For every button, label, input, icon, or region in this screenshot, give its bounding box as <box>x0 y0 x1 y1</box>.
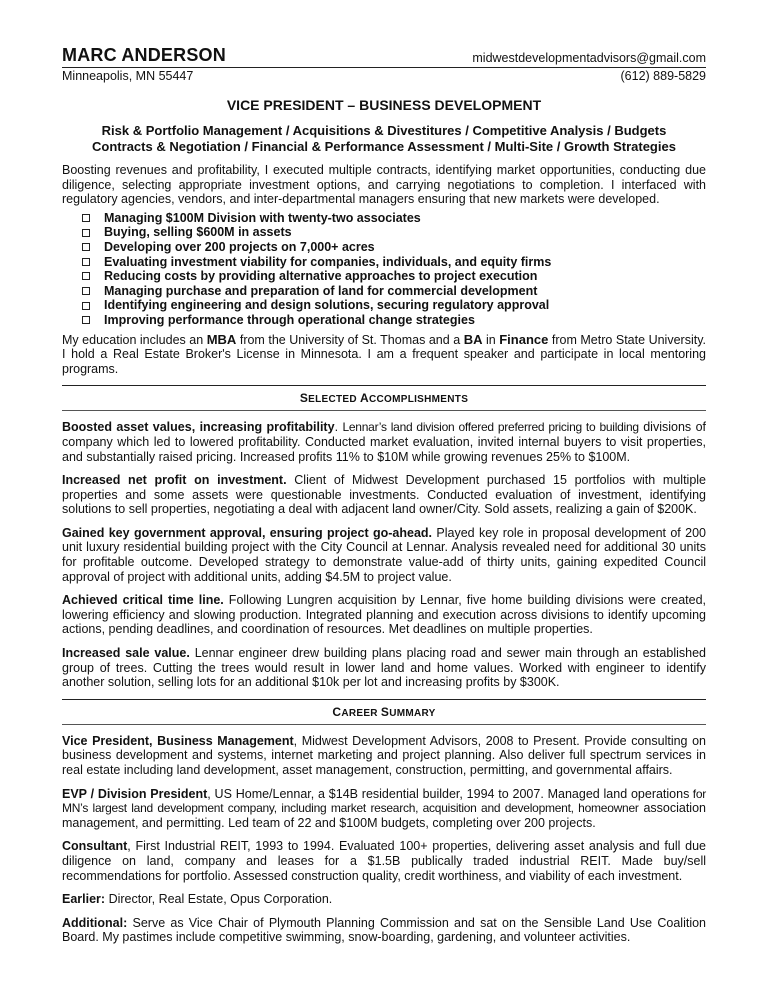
accomplishment-text: divisions of company which led to lowered profitability. Conducted market evaluation, invited internal buyers to visit properties, and substantially raised pricing. Increased profits 11% to $10M while growing revenues 25% to $100M. <box>62 420 706 464</box>
career-item <box>62 916 706 945</box>
accomplishment-text: Lennar’s land division offered preferred pricing to building <box>342 420 639 435</box>
list-item-text: Identifying engineering and design solutions, securing regulatory approval <box>104 298 550 313</box>
list-item <box>82 240 706 255</box>
accomplishment-text: Lennar engineer drew building plans placing road and sewer main through an established group of trees. Cutting the trees would result in lower land and home values. Worked with engineer to identify another solution, selling lots for an additional $10k per lot and increasing profits by $300K. <box>62 646 706 690</box>
checkbox-bullet-icon <box>82 229 90 237</box>
checkbox-bullet-icon <box>82 302 90 310</box>
career-text: , First Industrial REIT, 1993 to 1994. Evaluated 100+ properties, delivering asset analysis and full due diligence on land, company and leases for a $1.5B publically traded industrial REIT. Made buy/sell recommendations for portfolio. Assessed construction quality, credit worthiness, and viability of each investment. <box>62 839 706 883</box>
accomplishment-lead: Achieved critical time line. <box>62 593 224 608</box>
email-address: midwestdevelopmentadvisors@gmail.com <box>472 51 706 65</box>
section-heading-career <box>62 699 706 721</box>
career-item <box>62 787 706 831</box>
education-paragraph <box>62 333 706 377</box>
degree-ba: BA <box>463 331 483 347</box>
accomplishment-item <box>62 420 706 464</box>
education-text: from Metro State University. I hold a Real Estate Broker's License in Minnesota. I am a frequent speaker and participate in local mentoring programs. <box>62 332 706 376</box>
career-text: , Midwest Development Advisors, 2008 to Present. Provide consulting on business development and systems, internet marketing and project planning. Also deliver full spectrum services in real estate including land development, asset management, construction, permitting, and governmental affairs. <box>62 733 706 777</box>
skills-line-1: Risk & Portfolio Management / Acquisitions & Divestitures / Competitive Analysis / Budgets <box>101 123 667 138</box>
list-item-text: Evaluating investment viability for companies, individuals, and equity firms <box>104 254 552 269</box>
career-item <box>62 734 706 778</box>
accomplishment-lead: Gained key government approval, ensuring project go-ahead. <box>62 525 433 540</box>
header-top-row <box>62 44 706 66</box>
section-divider <box>62 410 706 411</box>
list-item-text: Managing $100M Division with twenty-two associates <box>104 210 421 225</box>
accomplishment-text: Following Lungren acquisition by Lennar, five home building divisions were created, lowering efficiency and slowing production. Integrated planning and execution across divisions to identify upcoming actions, pending deadlines, and coordination of resources. Met deadlines on multiple properties. <box>62 593 706 637</box>
list-item <box>82 284 706 299</box>
career-text: , US Home/Lennar, a $14B residential builder, 1994 to 2007. Managed land operations <box>207 786 690 801</box>
career-role: Additional: <box>62 915 128 930</box>
accomplishment-item <box>62 646 706 690</box>
list-item-text: Reducing costs by providing alternative approaches to project execution <box>104 269 538 284</box>
list-item-text: Buying, selling $600M in assets <box>104 225 292 240</box>
header-divider <box>62 67 706 68</box>
checkbox-bullet-icon <box>82 272 90 280</box>
list-item-text: Developing over 200 projects on 7,000+ acres <box>104 239 375 254</box>
degree-field: Finance <box>499 331 549 347</box>
degree-mba: MBA <box>206 331 237 347</box>
list-item <box>82 269 706 284</box>
education-text: My education includes an <box>62 332 207 347</box>
heading-initial: A <box>360 391 369 406</box>
accomplishment-lead: Increased net profit on investment. <box>62 473 287 488</box>
accomplishment-text: . <box>334 420 343 435</box>
location: Minneapolis, MN 55447 <box>62 69 194 83</box>
career-role: EVP / Division President <box>62 786 208 801</box>
career-role: Consultant <box>62 839 128 854</box>
summary-paragraph: Boosting revenues and profitability, I executed multiple contracts, identifying market opportunities, conducting due diligence, selecting appropriate investment options, and carrying negotiations to completion. I interfaced with regulatory agencies, vendors, and inter-departmental managers ensuring that new markets were developed. <box>62 163 706 207</box>
career-text: association management, and permitting. Led team of 22 and $100M budgets, completing over 200 projects. <box>62 801 706 830</box>
accomplishment-text: Played key role in proposal development of 200 unit luxury residential building project with the City Council at Lennar. Analysis revealed need for additional 30 units for profitable outcome. Developed strategy to demonstrate value-add of thirty units, gaining expedited Council approval of project with additional units, adding $4.5M to project value. <box>62 525 706 584</box>
accomplishment-text: Client of Midwest Development purchased 15 portfolios with multiple properties and some assets were questionable investments. Conducted evaluation of investment, identifying solutions to sell properties, negotiating a deal with adjacent land owner/City. Sold assets, realizing a gain of $200K. <box>62 473 707 517</box>
heading-smallcaps: AREER <box>341 707 381 719</box>
section-divider <box>62 724 706 725</box>
candidate-name: MARC ANDERSON <box>62 45 226 65</box>
accomplishment-item <box>62 593 706 637</box>
job-title: VICE PRESIDENT – BUSINESS DEVELOPMENT <box>226 97 542 113</box>
phone-number: (612) 889-5829 <box>620 69 706 83</box>
checkbox-bullet-icon <box>82 214 90 222</box>
checkbox-bullet-icon <box>82 316 90 324</box>
heading-initial: S <box>380 704 390 719</box>
heading-smallcaps: ELECTED <box>308 394 360 406</box>
career-text: for MN’s largest land development company, including market research, acquisition and development, homeowner <box>62 786 707 816</box>
list-item <box>82 313 706 328</box>
list-item <box>82 255 706 270</box>
list-item <box>82 225 706 240</box>
list-item-text: Improving performance through operational change strategies <box>104 312 475 327</box>
checkbox-bullet-icon <box>82 287 90 295</box>
career-item <box>62 839 706 883</box>
accomplishment-lead: Increased sale value. <box>62 646 190 661</box>
header-bottom-row <box>62 69 706 84</box>
section-heading-accomplishments <box>62 385 706 407</box>
heading-initial: S <box>299 391 309 406</box>
accomplishment-lead: Boosted asset values, increasing profitability <box>62 420 335 435</box>
education-text: from the University of St. Thomas and a <box>236 332 464 347</box>
career-item <box>62 892 706 907</box>
education-text: in <box>482 332 500 347</box>
heading-initial: C <box>332 704 342 719</box>
accomplishment-item <box>62 526 706 584</box>
career-text: Director, Real Estate, Opus Corporation. <box>105 892 333 907</box>
highlights-list <box>62 211 706 328</box>
heading-smallcaps: CCOMPLISHMENTS <box>368 394 469 406</box>
career-role: Earlier: <box>62 892 106 907</box>
list-item <box>82 298 706 313</box>
career-role: Vice President, Business Management <box>62 733 294 748</box>
skills-headline <box>62 123 706 155</box>
career-text: Serve as Vice Chair of Plymouth Planning Commission and sat on the Sensible Land Use Coalition Board. My pastimes include competitive swimming, snow-boarding, gardening, and volunteer activities. <box>62 915 706 945</box>
accomplishment-item <box>62 473 706 517</box>
checkbox-bullet-icon <box>82 243 90 251</box>
list-item <box>82 211 706 226</box>
checkbox-bullet-icon <box>82 258 90 266</box>
heading-smallcaps: UMMARY <box>389 707 436 719</box>
skills-line-2: Contracts & Negotiation / Financial & Performance Assessment / Multi-Site / Growth Strategies <box>92 139 676 154</box>
list-item-text: Managing purchase and preparation of land for commercial development <box>104 283 538 298</box>
